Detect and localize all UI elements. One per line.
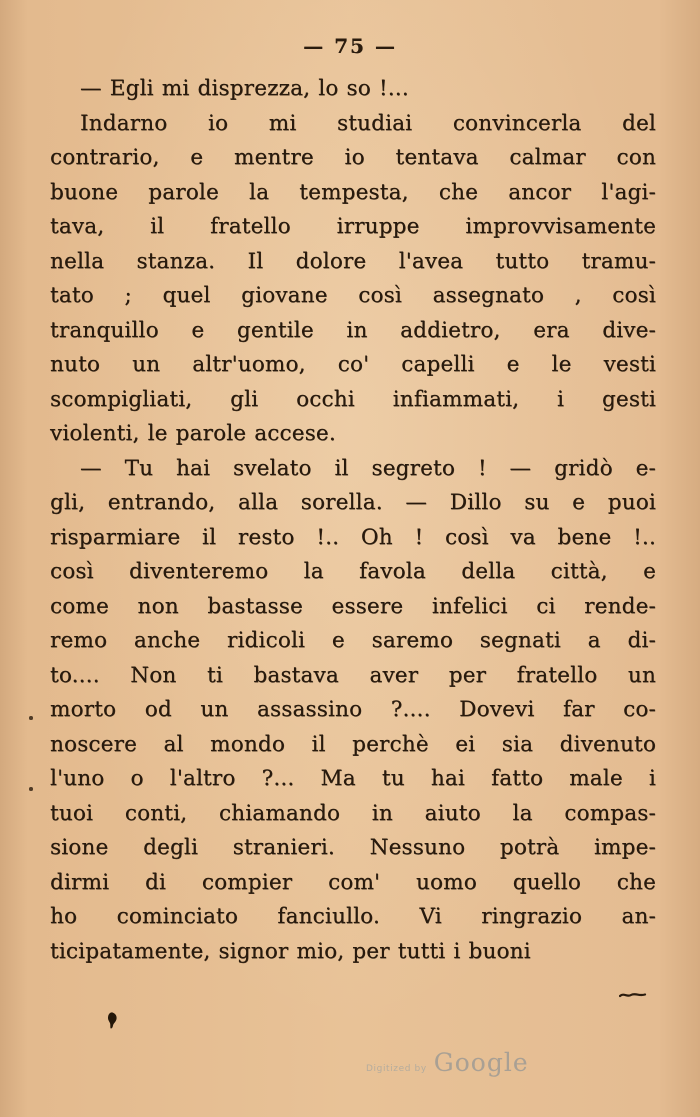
watermark-prefix: Digitized by: [366, 1064, 427, 1074]
text-line: contrario, e mentre io tentava calmar con: [50, 145, 656, 170]
text-line: remo anche ridicoli e saremo segnati a di-: [50, 628, 656, 653]
paragraph: [50, 72, 656, 107]
text-line: sione degli stranieri. Nessuno potrà impe-: [50, 835, 656, 860]
text-line: tranquillo e gentile in addietro, era dive-: [50, 317, 656, 343]
text-line: dirmi di compier com' uomo quello che: [50, 869, 656, 895]
text-line: ho cominciato fanciullo. Vi ringrazio an-: [50, 904, 656, 929]
google-logo: Google: [433, 1048, 529, 1077]
text-line: buone parole la tempesta, che ancor l'agi-: [50, 179, 656, 205]
text-line: nella stanza. Il dolore l'avea tutto tramu-: [50, 248, 656, 274]
scribble-mark-icon: [619, 984, 647, 992]
ink-speck: [29, 787, 33, 791]
text-line: così diventeremo la favola della città, e: [50, 559, 656, 584]
ink-speck: [29, 716, 33, 720]
text-line: scompigliati, gli occhi infiammati, i gesti: [50, 386, 656, 412]
text-line: gli, entrando, alla sorella. — Dillo su e puoi: [50, 490, 656, 515]
watermark: [366, 1048, 529, 1077]
text-line: tuoi conti, chiamando in aiuto la compas-: [50, 800, 656, 826]
text-line: morto od un assassino ?.... Dovevi far co-: [50, 697, 656, 722]
text-line: l'uno o l'altro ?... Ma tu hai fatto male i: [50, 766, 656, 791]
text-line: noscere al mondo il perchè ei sia divenuto: [50, 731, 656, 757]
page-number: — 75 —: [303, 34, 397, 58]
text-line: nuto un altr'uomo, co' capelli e le vesti: [50, 352, 656, 377]
paragraph: [50, 452, 656, 970]
text-line: violenti, le parole accese.: [50, 421, 336, 446]
text-line: come non bastasse essere infelici ci rende-: [50, 593, 656, 619]
text-line: Indarno io mi studiai convincerla del: [80, 110, 656, 136]
text-line: to.... Non ti bastava aver per fratello un: [50, 662, 656, 688]
text-block: [50, 72, 656, 969]
text-line: risparmiare il resto !.. Oh ! così va bene !..: [50, 524, 656, 550]
text-line: — Egli mi disprezza, lo so !...: [80, 76, 409, 101]
text-line: tava, il fratello irruppe improvvisamente: [50, 214, 656, 239]
ink-blot-icon: [107, 1012, 118, 1029]
paragraph: [50, 107, 656, 452]
text-line: — Tu hai svelato il segreto ! — gridò e-: [80, 455, 656, 481]
text-line: ticipatamente, signor mio, per tutti i buoni: [50, 938, 531, 964]
text-line: tato ; quel giovane così assegnato , così: [50, 283, 656, 308]
